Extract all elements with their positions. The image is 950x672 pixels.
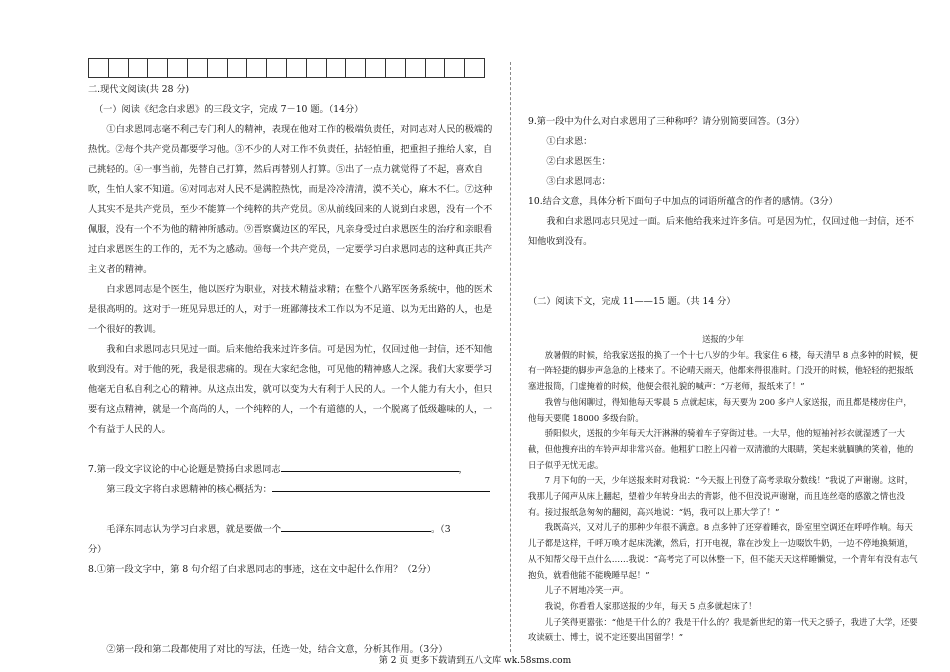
question-7d: 分） [88,544,107,555]
question-9-item: ③白求恩同志： [546,176,611,187]
column-divider [510,62,511,652]
story-paragraph: 儿子不屑地冷笑一声。 [544,585,629,596]
question-9: 9.第一段中为什么对白求恩用了三种称呼？请分别简要回答。（3分） [528,116,805,127]
question-9-item: ②白求恩医生： [546,156,611,167]
story-paragraph: 我既高兴，又对儿子的那种少年很不满意。8 点多钟了还穿着睡衣，卧室里空调还在呼呼作响。每天儿子都是这样，千呼万唤才起床洗漱，然后，打开电视，靠在沙发上一边啜饮牛奶，一边不停地换频道，从不知帮父母干点什么……我说：“高考完了可以休整一下，但不能天天这样睡懒觉，一个青年有没有志气抱负，就看他能不能晚睡早起！” [528,522,918,580]
story-paragraph: 骄阳似火，送报的少年每天大汗淋淋的骑着车子穿街过巷。一大早，他的短袖衬衫衣就湿透了一大截，但他搜弃出的车铃声却非常兴奋。他粗犷口腔上闪着一双清澈的大眼睛，笑起来就腼腆的笑着，他的日子似乎无忧无虑。 [528,428,914,470]
question-10-quote: 我和白求恩同志只见过一面。后来他给我来过许多信。可是因为忙，仅回过他一封信，还不知他收到没有。 [528,216,914,247]
question-7: 7.第一段文字议论的中心论题是赞扬白求恩同志 ， [88,460,493,480]
question-7b: 第三段文字将白求恩精神的核心概括为： [88,480,493,500]
story-paragraph: 我说，你看看人家那送报的少年，每天 5 点多就起床了！ [544,600,757,611]
story-column [528,332,918,646]
score-grid [88,58,485,78]
page-footer: 第 2 页 更多下载请到五八文库 wk.58sms.com [378,656,572,666]
right-column [528,112,918,312]
story-paragraph: 儿子笑得更嚣张：“他是干什么的？我是干什么的？我是新世纪的第一代天之骄子，我进了大学，还要攻读硕士、博士，说不定还要出国留学！” [528,616,918,643]
story-paragraph: 放暑假的时候，给我家送报的换了一个十七八岁的少年。我家住 6 楼，每天清早 8 点多钟的时候，便有一阵轻捷的脚步声急急的上楼来了。不论晴天雨天，他都来得很准时。门没开的时候，他轻轻的把报纸塞进报筒，门虚掩着的时候，他便会很礼貌的喊声：“万老师，报纸来了！” [528,349,918,392]
left-column [88,80,493,660]
question-9-item: ①白求恩： [546,136,593,147]
question-8a: 8.①第一段文字中，第 8 句介绍了白求恩同志的事迹，这在文中起什么作用？（2分） [88,564,436,575]
passage-paragraph: ①白求恩同志毫不利己专门利人的精神，表现在他对工作的极端负责任，对同志对人民的极端的热忱。②每个共产党员都要学习他。③不少的人对工作不负责任，拈轻怕重，把重担子推给人家，自己挑轻的。④一事当前，先替自己打算，然后再替别人打算。⑤出了一点力就觉得了不起，喜欢自吹，生怕人家不知道。⑥对同志对人民不是满腔热忱，而是冷冷清清，漠不关心，麻木不仁。⑦这种人其实不是共产党员，至少不能算一个纯粹的共产党员。⑧从前线回来的人说到白求恩，没有一个不佩服，没有一个不为他的精神所感动。⑨晋察冀边区的军民，凡亲身受过白求恩医生的治疗和亲眼看过白求恩医生的工作的，无不为之感动。⑩每一个共产党员，一定要学习白求恩同志的这种真正共产主义者的精神。 [88,124,493,275]
story-paragraph: 我曾与他闲聊过，得知他每天零晨 5 点就起床，每天要为 200 多户人家送报，而且都是楼房住户，他每天要爬 18000 多级台阶。 [528,396,912,423]
question-10: 10.结合文意，具体分析下面句子中加点的词语所蕴含的作者的感情。（3分） [528,196,838,207]
story-paragraph: 7 月下旬的一天，少年送报来时对我说：“今天报上刊登了高考录取分数线！”我说了声谢谢。这时，我那儿子闻声从床上翻起，望着少年转身出去的背影，他不但没说声谢谢，而且连丝毫的感激之情也没有。接过报纸急匆匆的翻阅，高兴地说：“妈，我可以上那大学了！” [528,475,914,517]
question-7c: 毛泽东同志认为学习白求恩，就是要做一个 。（3 [88,520,493,540]
section-heading: 二.现代文阅读(共 28 分) [88,84,190,95]
passage-paragraph: 我和白求恩同志只见过一面。后来他给我来过许多信。可是因为忙，仅回过他一封信，还不知他收到没有。对于他的死，我是很悲痛的。现在大家纪念他，可见他的精神感人之深。我们大家要学习他毫无自私自利之心的精神。从这点出发，就可以变为大有利于人民的人。一个人能力有大小，但只要有这点精神，就是一个高尚的人，一个纯粹的人，一个有道德的人，一个脱离了低级趣味的人，一个有益于人民的人。 [88,344,493,435]
question-8b: ②第一段和第二段都使用了对比的写法，任选一处，结合文意，分析其作用。（3分） [106,644,448,655]
part2-intro: （二）阅读下文，完成 11——15 题。（共 14 分） [528,296,736,307]
passage-paragraph: 白求恩同志是个医生，他以医疗为职业，对技术精益求精；在整个八路军医务系统中，他的医术是很高明的。这对于一班见异思迁的人，对于一班鄙薄技术工作以为不足道、以为无出路的人，也是一个很好的教训。 [88,284,493,335]
story-title: 送报的少年 [702,334,744,344]
part1-intro: （一）阅读《纪念白求恩》的三段文字，完成 7－10 题。（14分） [94,104,364,115]
